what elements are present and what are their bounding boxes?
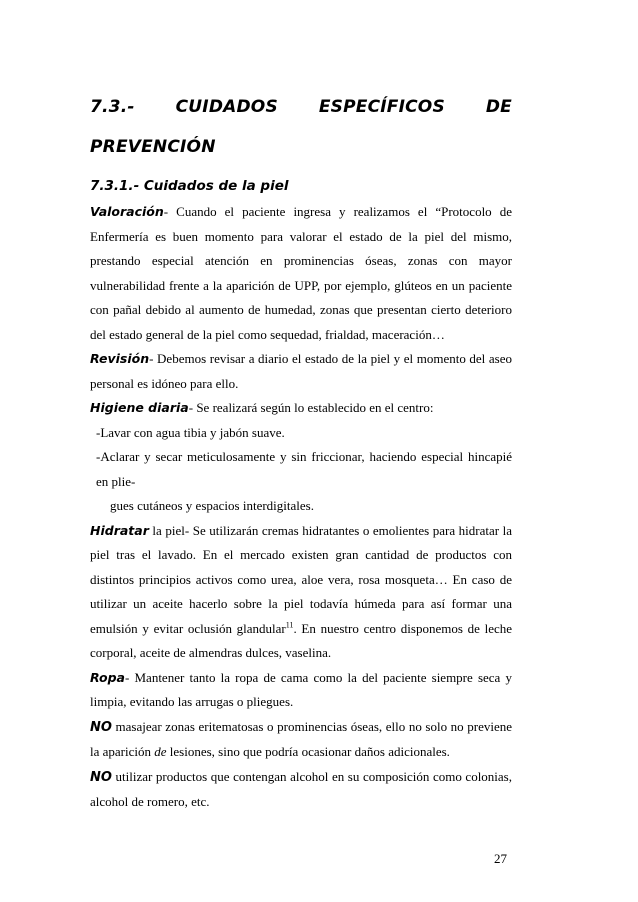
heading-no-2: NO bbox=[90, 769, 112, 785]
title-word-especificos: ESPECÍFICOS bbox=[318, 97, 445, 117]
text-ropa: - Mantener tanto la ropa de cama como la del paciente siempre seca y limpia, evitando las arrugas o pliegues. bbox=[90, 669, 512, 709]
paragraph-revision bbox=[90, 347, 512, 396]
text-no1-italic: de bbox=[154, 744, 167, 759]
section-title-line2: PREVENCIÓN bbox=[90, 137, 216, 157]
text-no2: utilizar productos que contengan alcohol en su composición como colonias, alcohol de romero, etc. bbox=[90, 768, 512, 809]
page-number: 27 bbox=[494, 851, 507, 866]
heading-valoracion: Valoración bbox=[90, 204, 164, 219]
text-hidratar-a: la piel- Se utilizarán cremas hidratantes o emolientes para hidratar la piel tras el lavado. En el mercado existen gran cantidad de productos con distintos principios activos como urea, aloe vera, rosa mosqueta… En caso de utilizar un aceite hacerlo sobre la piel todavía húmeda para así formar una emulsión y evitar oclusión glandular bbox=[90, 522, 512, 636]
subsection-title: 7.3.1.- Cuidados de la piel bbox=[90, 178, 289, 194]
text-no1-a: masajear zonas eritematosas o prominencias óseas, ello no solo no previene la aparición bbox=[90, 718, 512, 759]
document-page bbox=[90, 96, 512, 815]
paragraph-hidratar bbox=[90, 519, 512, 666]
heading-no-1: NO bbox=[90, 719, 112, 735]
paragraph-ropa bbox=[90, 666, 512, 715]
title-word-de: DE bbox=[485, 97, 512, 117]
paragraph-no-masajear bbox=[90, 715, 512, 765]
title-word-cuidados: CUIDADOS bbox=[175, 97, 278, 117]
heading-revision: Revisión bbox=[90, 351, 150, 366]
paragraph-higiene bbox=[90, 396, 512, 421]
text-valoracion: - Cuando el paciente ingresa y realizamos el “Protocolo de Enfermería es buen momento para valorar el estado de la piel del mismo, prestando especial atención en prominencias óseas, zonas con mayor vulnerabilidad frente a la aparición de UPP, por ejemplo, glúteos en un paciente con pañal debido al aumento de humedad, zonas que presentan cierto deterioro del estado general de la piel como sequedad, frialdad, maceración… bbox=[90, 204, 512, 342]
footnote-ref: 11 bbox=[285, 620, 294, 630]
text-no1-b: lesiones, sino que podría ocasionar daños adicionales. bbox=[166, 744, 450, 759]
text-revision: - Debemos revisar a diario el estado de la piel y el momento del aseo personal es idóneo para ello. bbox=[90, 351, 512, 391]
list-item-aclarar: -Aclarar y secar meticulosamente y sin friccionar, haciendo especial hincapié en plie- bbox=[96, 449, 512, 489]
heading-ropa: Ropa bbox=[90, 669, 125, 685]
list-item-lavar: -Lavar con agua tibia y jabón suave. bbox=[96, 424, 285, 440]
text-higiene: - Se realizará según lo establecido en el centro: bbox=[188, 400, 434, 415]
paragraph-no-alcohol bbox=[90, 765, 512, 815]
list-item-aclarar-cont: gues cutáneos y espacios interdigitales. bbox=[110, 498, 314, 513]
title-number: 7.3.- bbox=[90, 97, 135, 117]
text-hidratar-b: . En nuestro centro disponemos de leche corporal, aceite de almendras dulces, vaselina. bbox=[90, 620, 512, 660]
heading-higiene: Higiene diaria bbox=[90, 400, 189, 415]
heading-hidratar: Hidratar bbox=[90, 522, 149, 538]
section-title bbox=[90, 96, 512, 118]
paragraph-valoracion bbox=[90, 200, 512, 347]
